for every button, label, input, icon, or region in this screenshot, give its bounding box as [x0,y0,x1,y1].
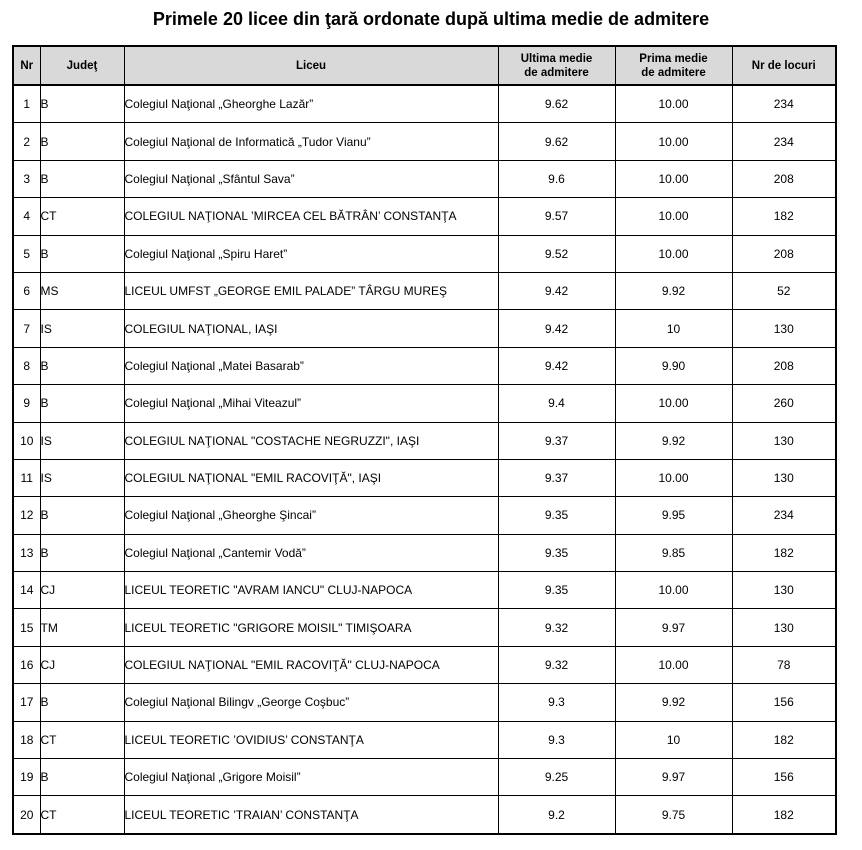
cell-nr-locuri: 182 [732,534,836,571]
cell-liceu: Colegiul Naţional „Matei Basarab” [124,347,498,384]
cell-prima-medie: 9.92 [615,684,732,721]
table-row [13,272,836,309]
cell-prima-medie: 10.00 [615,235,732,272]
table-row [13,534,836,571]
header-ultima-line1: Ultima medie [520,52,593,65]
table-row [13,160,836,197]
cell-liceu: COLEGIUL NAŢIONAL "EMIL RACOVIŢĂ" CLUJ-NAPOCA [124,646,498,683]
cell-liceu: Colegiul Naţional „Gheorghe Şincai” [124,497,498,534]
header-ultima-line2: de admitere [524,66,589,79]
cell-nr: 6 [13,272,40,309]
cell-nr: 18 [13,721,40,758]
header-ultima-medie [498,46,615,85]
table-row [13,646,836,683]
cell-ultima-medie: 9.3 [498,684,615,721]
cell-prima-medie: 9.92 [615,422,732,459]
cell-nr-locuri: 130 [732,572,836,609]
cell-ultima-medie: 9.25 [498,759,615,796]
cell-prima-medie: 9.90 [615,347,732,384]
cell-liceu: COLEGIUL NAŢIONAL "COSTACHE NEGRUZZI", IAŞI [124,422,498,459]
cell-nr-locuri: 130 [732,459,836,496]
table-row [13,347,836,384]
cell-liceu: LICEUL TEORETIC "GRIGORE MOISIL" TIMIŞOARA [124,609,498,646]
cell-nr-locuri: 130 [732,310,836,347]
cell-prima-medie: 10.00 [615,123,732,160]
cell-nr-locuri: 234 [732,85,836,123]
cell-liceu: COLEGIUL NAŢIONAL, IAŞI [124,310,498,347]
cell-liceu: Colegiul Naţional de Informatică „Tudor Vianu” [124,123,498,160]
cell-judet: CJ [40,572,124,609]
header-nr-locuri: Nr de locuri [732,46,836,85]
cell-liceu: Colegiul Naţional „Mihai Viteazul” [124,385,498,422]
cell-prima-medie: 10.00 [615,459,732,496]
table-row [13,684,836,721]
table-row [13,235,836,272]
cell-ultima-medie: 9.35 [498,534,615,571]
table-body [13,85,836,834]
cell-liceu: LICEUL TEORETIC ’OVIDIUS’ CONSTANŢA [124,721,498,758]
cell-nr: 8 [13,347,40,384]
cell-prima-medie: 9.95 [615,497,732,534]
cell-liceu: LICEUL TEORETIC "AVRAM IANCU" CLUJ-NAPOCA [124,572,498,609]
cell-judet: B [40,85,124,123]
cell-prima-medie: 9.92 [615,272,732,309]
cell-nr-locuri: 182 [732,796,836,834]
cell-ultima-medie: 9.62 [498,85,615,123]
cell-ultima-medie: 9.35 [498,497,615,534]
cell-nr-locuri: 182 [732,198,836,235]
cell-judet: B [40,385,124,422]
cell-ultima-medie: 9.62 [498,123,615,160]
cell-judet: CJ [40,646,124,683]
header-liceu: Liceu [124,46,498,85]
header-prima-line2: de admitere [641,66,706,79]
cell-liceu: Colegiul Naţional „Cantemir Vodă” [124,534,498,571]
table-row [13,721,836,758]
cell-nr: 2 [13,123,40,160]
cell-liceu: Colegiul Naţional „Gheorghe Lazăr” [124,85,498,123]
table-header-row [13,46,836,85]
table-row [13,572,836,609]
cell-ultima-medie: 9.37 [498,422,615,459]
cell-judet: CT [40,198,124,235]
cell-nr-locuri: 130 [732,609,836,646]
cell-nr: 3 [13,160,40,197]
cell-nr-locuri: 208 [732,160,836,197]
cell-judet: IS [40,422,124,459]
cell-nr: 10 [13,422,40,459]
table-row [13,310,836,347]
cell-liceu: COLEGIUL NAŢIONAL ’MIRCEA CEL BĂTRÂN’ CONSTANŢA [124,198,498,235]
cell-prima-medie: 9.85 [615,534,732,571]
cell-judet: B [40,347,124,384]
cell-prima-medie: 10 [615,310,732,347]
cell-nr-locuri: 78 [732,646,836,683]
cell-ultima-medie: 9.35 [498,572,615,609]
cell-ultima-medie: 9.3 [498,721,615,758]
cell-judet: B [40,123,124,160]
cell-ultima-medie: 9.42 [498,272,615,309]
cell-judet: IS [40,310,124,347]
cell-prima-medie: 10.00 [615,646,732,683]
cell-nr: 14 [13,572,40,609]
cell-nr: 20 [13,796,40,834]
cell-prima-medie: 9.97 [615,609,732,646]
cell-nr: 4 [13,198,40,235]
cell-judet: B [40,684,124,721]
cell-nr: 17 [13,684,40,721]
cell-judet: B [40,160,124,197]
cell-prima-medie: 10.00 [615,198,732,235]
cell-ultima-medie: 9.32 [498,609,615,646]
cell-prima-medie: 10 [615,721,732,758]
cell-liceu: LICEUL TEORETIC ’TRAIAN’ CONSTANŢA [124,796,498,834]
header-nr: Nr [13,46,40,85]
cell-liceu: Colegiul Naţional „Grigore Moisil” [124,759,498,796]
cell-ultima-medie: 9.42 [498,310,615,347]
cell-nr-locuri: 156 [732,759,836,796]
table-row [13,422,836,459]
cell-prima-medie: 9.97 [615,759,732,796]
cell-nr: 9 [13,385,40,422]
cell-judet: CT [40,796,124,834]
cell-nr: 1 [13,85,40,123]
cell-liceu: LICEUL UMFST „GEORGE EMIL PALADE” TÂRGU MUREŞ [124,272,498,309]
cell-nr-locuri: 260 [732,385,836,422]
cell-nr: 11 [13,459,40,496]
admission-table [12,45,837,835]
cell-prima-medie: 10.00 [615,85,732,123]
cell-nr: 15 [13,609,40,646]
cell-ultima-medie: 9.52 [498,235,615,272]
table-row [13,497,836,534]
cell-judet: CT [40,721,124,758]
cell-judet: MS [40,272,124,309]
table-row [13,459,836,496]
cell-ultima-medie: 9.37 [498,459,615,496]
cell-prima-medie: 10.00 [615,385,732,422]
cell-judet: IS [40,459,124,496]
cell-nr: 7 [13,310,40,347]
cell-ultima-medie: 9.6 [498,160,615,197]
page-title: Primele 20 licee din ţară ordonate după ultima medie de admitere [152,9,710,29]
table-row [13,759,836,796]
cell-liceu: COLEGIUL NAŢIONAL "EMIL RACOVIŢĂ", IAŞI [124,459,498,496]
cell-judet: B [40,235,124,272]
cell-liceu: Colegiul Naţional Bilingv „George Coşbuc” [124,684,498,721]
cell-judet: TM [40,609,124,646]
cell-nr: 5 [13,235,40,272]
cell-nr-locuri: 182 [732,721,836,758]
table-row [13,198,836,235]
cell-nr: 16 [13,646,40,683]
cell-ultima-medie: 9.2 [498,796,615,834]
header-prima-line1: Prima medie [639,52,708,65]
cell-ultima-medie: 9.4 [498,385,615,422]
cell-ultima-medie: 9.57 [498,198,615,235]
table-row [13,609,836,646]
table-row [13,385,836,422]
cell-prima-medie: 10.00 [615,160,732,197]
cell-ultima-medie: 9.32 [498,646,615,683]
cell-liceu: Colegiul Naţional „Spiru Haret” [124,235,498,272]
cell-nr: 19 [13,759,40,796]
cell-judet: B [40,497,124,534]
cell-ultima-medie: 9.42 [498,347,615,384]
cell-prima-medie: 9.75 [615,796,732,834]
cell-nr-locuri: 52 [732,272,836,309]
cell-nr: 12 [13,497,40,534]
cell-liceu: Colegiul Naţional „Sfântul Sava” [124,160,498,197]
cell-prima-medie: 10.00 [615,572,732,609]
cell-nr-locuri: 156 [732,684,836,721]
cell-nr-locuri: 130 [732,422,836,459]
table-row [13,796,836,834]
table-row [13,85,836,123]
cell-nr: 13 [13,534,40,571]
cell-nr-locuri: 208 [732,235,836,272]
header-prima-medie [615,46,732,85]
table-row [13,123,836,160]
cell-nr-locuri: 234 [732,497,836,534]
cell-judet: B [40,534,124,571]
cell-nr-locuri: 208 [732,347,836,384]
cell-nr-locuri: 234 [732,123,836,160]
cell-judet: B [40,759,124,796]
header-judet: Judeţ [40,46,124,85]
